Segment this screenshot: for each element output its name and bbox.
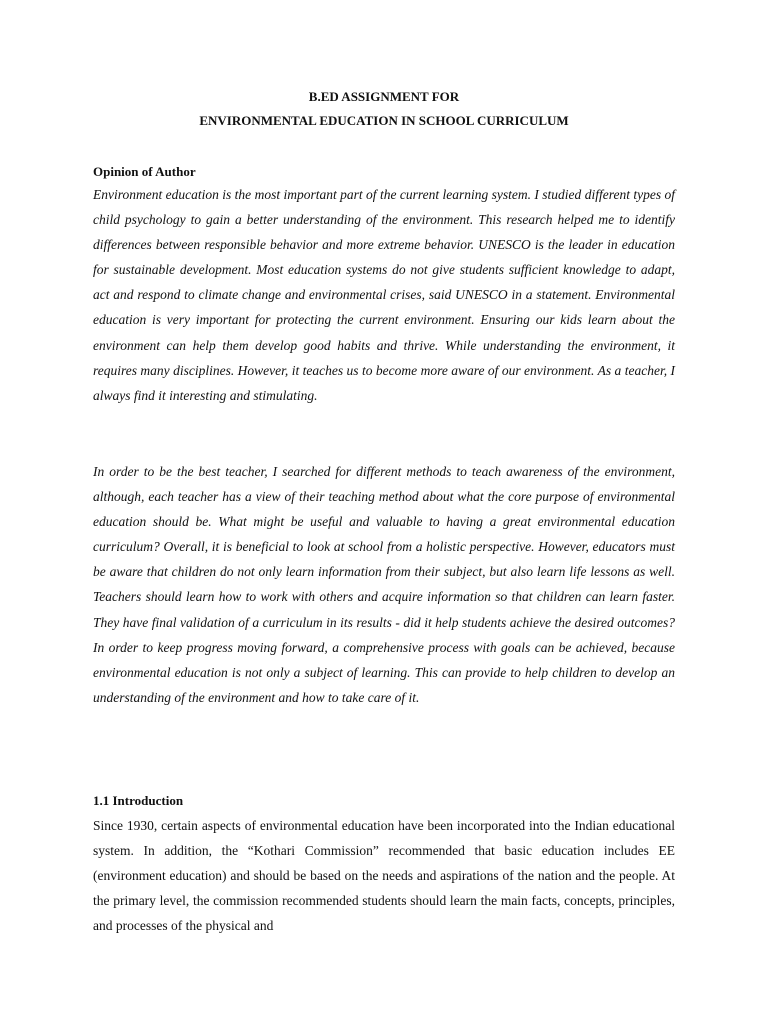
document-title-line-2: ENVIRONMENTAL EDUCATION IN SCHOOL CURRICULUM (199, 113, 569, 128)
section-heading-introduction: 1.1 Introduction (93, 793, 184, 808)
opinion-paragraph-1: Environment education is the most important part of the current learning system. I studied different types of child psychology to gain a better understanding of the environment. This research helped me to identify differences between responsible behavior and more extreme behavior. UNESCO is the leader in education for sustainable development. Most education systems do not give students sufficient knowledge to adapt, act and respond to climate change and environmental crises, said UNESCO in a statement. Environmental education is very important for protecting the current environment. Ensuring our kids learn about the environment can help them develop good habits and thrive. While understanding the environment, it requires many disciplines. However, it teaches us to become more aware of our environment. As a teacher, I always find it interesting and stimulating. (93, 187, 675, 403)
document-title-line-1: B.ED ASSIGNMENT FOR (308, 89, 460, 104)
introduction-paragraph-1: Since 1930, certain aspects of environmental education have been incorporated into the Indian educational system. In addition, the “Kothari Commission” recommended that basic education includes EE (environment education) and should be based on the needs and aspirations of the nation and the people. At the primary level, the commission recommended students should learn the main facts, concepts, principles, and processes of the physical and (93, 818, 675, 934)
opinion-paragraph-2: In order to be the best teacher, I searched for different methods to teach awareness of the environment, although, each teacher has a view of their teaching method about what the core purpose of environmental education should be. What might be useful and valuable to having a great environmental education curriculum? Overall, it is beneficial to look at school from a holistic perspective. However, educators must be aware that children do not only learn information from their subject, but also learn life lessons as well. Teachers should learn how to work with others and acquire information so that children can learn faster. They have final validation of a curriculum in its results - did it help students achieve the desired outcomes? In order to keep progress moving forward, a comprehensive process with goals can be achieved, because environmental education is not only a subject of learning. This can provide to help children to develop an understanding of the environment and how to take care of it. (93, 464, 675, 705)
section-heading-opinion-of-author: Opinion of Author (93, 164, 196, 179)
